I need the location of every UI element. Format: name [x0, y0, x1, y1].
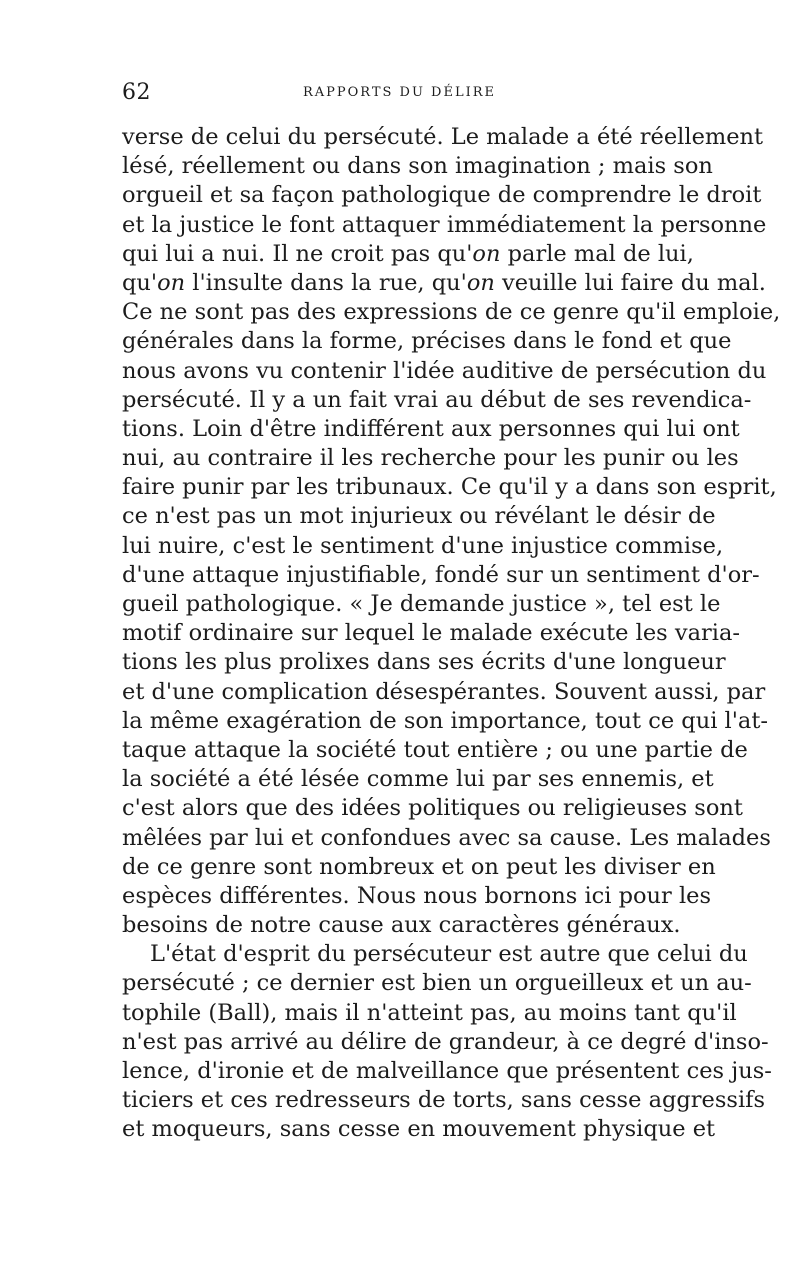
text-segment: lésé, réellement ou dans son imagination ; mais son	[122, 153, 713, 180]
text-line	[122, 152, 713, 181]
text-line	[122, 532, 724, 561]
text-line	[122, 502, 716, 531]
text-segment: n'est pas arrivé au délire de grandeur, à ce degré d'inso-	[122, 1028, 769, 1055]
text-segment: ce n'est pas un mot injurieux ou révélant le désir de	[122, 503, 716, 530]
text-segment: orgueil et sa façon pathologique de comprendre le droit	[122, 182, 762, 209]
paragraph	[122, 123, 781, 940]
text-line	[122, 211, 767, 240]
text-segment: l'insulte dans la rue, qu'	[185, 269, 467, 296]
text-segment: persécuté. Il y a un fait vrai au début de ses revendica-	[122, 386, 752, 413]
text-segment: et moqueurs, sans cesse en mouvement physique et	[122, 1116, 716, 1143]
text-segment: lence, d'ironie et de malveillance que présentent ces jus-	[122, 1058, 772, 1084]
text-line	[122, 765, 714, 794]
running-title: RAPPORTS DU DÉLIRE	[302, 85, 497, 100]
text-line	[122, 123, 764, 152]
text-segment: gueil pathologique. « Je demande justice », tel est le	[122, 591, 721, 617]
italic-word: on	[157, 269, 186, 296]
text-line	[122, 1057, 772, 1086]
text-segment: tophile (Ball), mais il n'atteint pas, au moins tant qu'il	[122, 999, 737, 1026]
page-number: 62	[122, 80, 151, 105]
text-segment: nous avons vu contenir l'idée auditive de persécution du	[122, 357, 767, 384]
text-segment: espèces différentes. Nous nous bornons ici pour les	[122, 882, 711, 909]
text-line	[122, 386, 752, 415]
paragraph	[122, 940, 772, 1144]
text-line	[122, 678, 766, 707]
italic-word: on	[472, 240, 501, 267]
text-segment: générales dans la forme, précises dans le fond et que	[122, 328, 732, 355]
text-segment: parle mal de lui,	[500, 240, 694, 267]
text-line	[122, 1115, 716, 1144]
text-segment: veuille lui faire du mal.	[494, 269, 766, 296]
text-line	[122, 1086, 766, 1115]
text-segment: la même exagération de son importance, tout ce qui l'at-	[122, 707, 768, 734]
text-line	[122, 181, 762, 210]
text-segment: qu'	[122, 269, 158, 296]
text-segment: faire punir par les tribunaux. Ce qu'il y a dans son esprit,	[122, 474, 777, 501]
text-segment: motif ordinaire sur lequel le malade exécute les varia-	[122, 620, 740, 647]
text-segment: verse de celui du persécuté. Le malade a été réellement	[122, 124, 764, 150]
text-segment: nui, au contraire il les recherche pour les punir ou les	[122, 445, 739, 472]
text-segment: taque attaque la société tout entière ; ou une partie de	[122, 736, 748, 763]
text-segment: qui lui a nui. Il ne croit pas qu'	[122, 240, 473, 267]
text-segment: d'une attaque injustifiable, fondé sur un sentiment d'or-	[122, 561, 760, 588]
text-segment: ticiers et ces redresseurs de torts, sans cesse aggressifs	[122, 1087, 766, 1114]
text-line	[122, 736, 748, 765]
text-segment: tions. Loin d'être indifférent aux personnes qui lui ont	[122, 415, 740, 442]
text-line	[122, 590, 721, 619]
italic-word: on	[466, 269, 495, 296]
text-segment: Ce ne sont pas des expressions de ce genre qu'il emploie,	[122, 299, 781, 326]
text-line	[122, 415, 740, 444]
text-segment: la société a été lésée comme lui par ses ennemis, et	[122, 766, 714, 793]
text-segment: c'est alors que des idées politiques ou religieuses sont	[122, 795, 743, 822]
text-line	[122, 240, 694, 269]
text-line	[122, 940, 748, 969]
text-line	[122, 794, 743, 823]
text-line	[122, 619, 740, 648]
text-segment: et d'une complication désespérantes. Souvent aussi, par	[122, 678, 766, 705]
text-segment: L'état d'esprit du persécuteur est autre que celui du	[150, 941, 748, 968]
text-line	[122, 969, 752, 998]
text-line	[122, 853, 716, 882]
text-line	[122, 707, 768, 736]
text-line	[122, 561, 760, 590]
text-line	[122, 882, 711, 911]
text-line	[122, 473, 777, 502]
running-head	[122, 80, 677, 110]
text-line	[122, 911, 681, 940]
body-text	[122, 123, 781, 1145]
text-line	[122, 269, 766, 298]
text-line	[122, 327, 732, 356]
text-line	[122, 648, 726, 677]
text-line	[122, 824, 771, 853]
text-segment: lui nuire, c'est le sentiment d'une injustice commise,	[122, 532, 724, 559]
text-line	[122, 444, 739, 473]
text-line	[122, 1028, 769, 1057]
text-segment: et la justice le font attaquer immédiatement la personne	[122, 211, 767, 238]
text-segment: persécuté ; ce dernier est bien un orgueilleux et un au-	[122, 970, 752, 997]
text-segment: tions les plus prolixes dans ses écrits d'une longueur	[122, 649, 726, 676]
text-line	[122, 357, 767, 386]
text-segment: de ce genre sont nombreux et on peut les diviser en	[122, 853, 716, 880]
text-segment: mêlées par lui et confondues avec sa cause. Les malades	[122, 824, 771, 851]
text-line	[122, 999, 737, 1028]
text-segment: besoins de notre cause aux caractères généraux.	[122, 912, 681, 939]
text-line	[122, 298, 781, 327]
